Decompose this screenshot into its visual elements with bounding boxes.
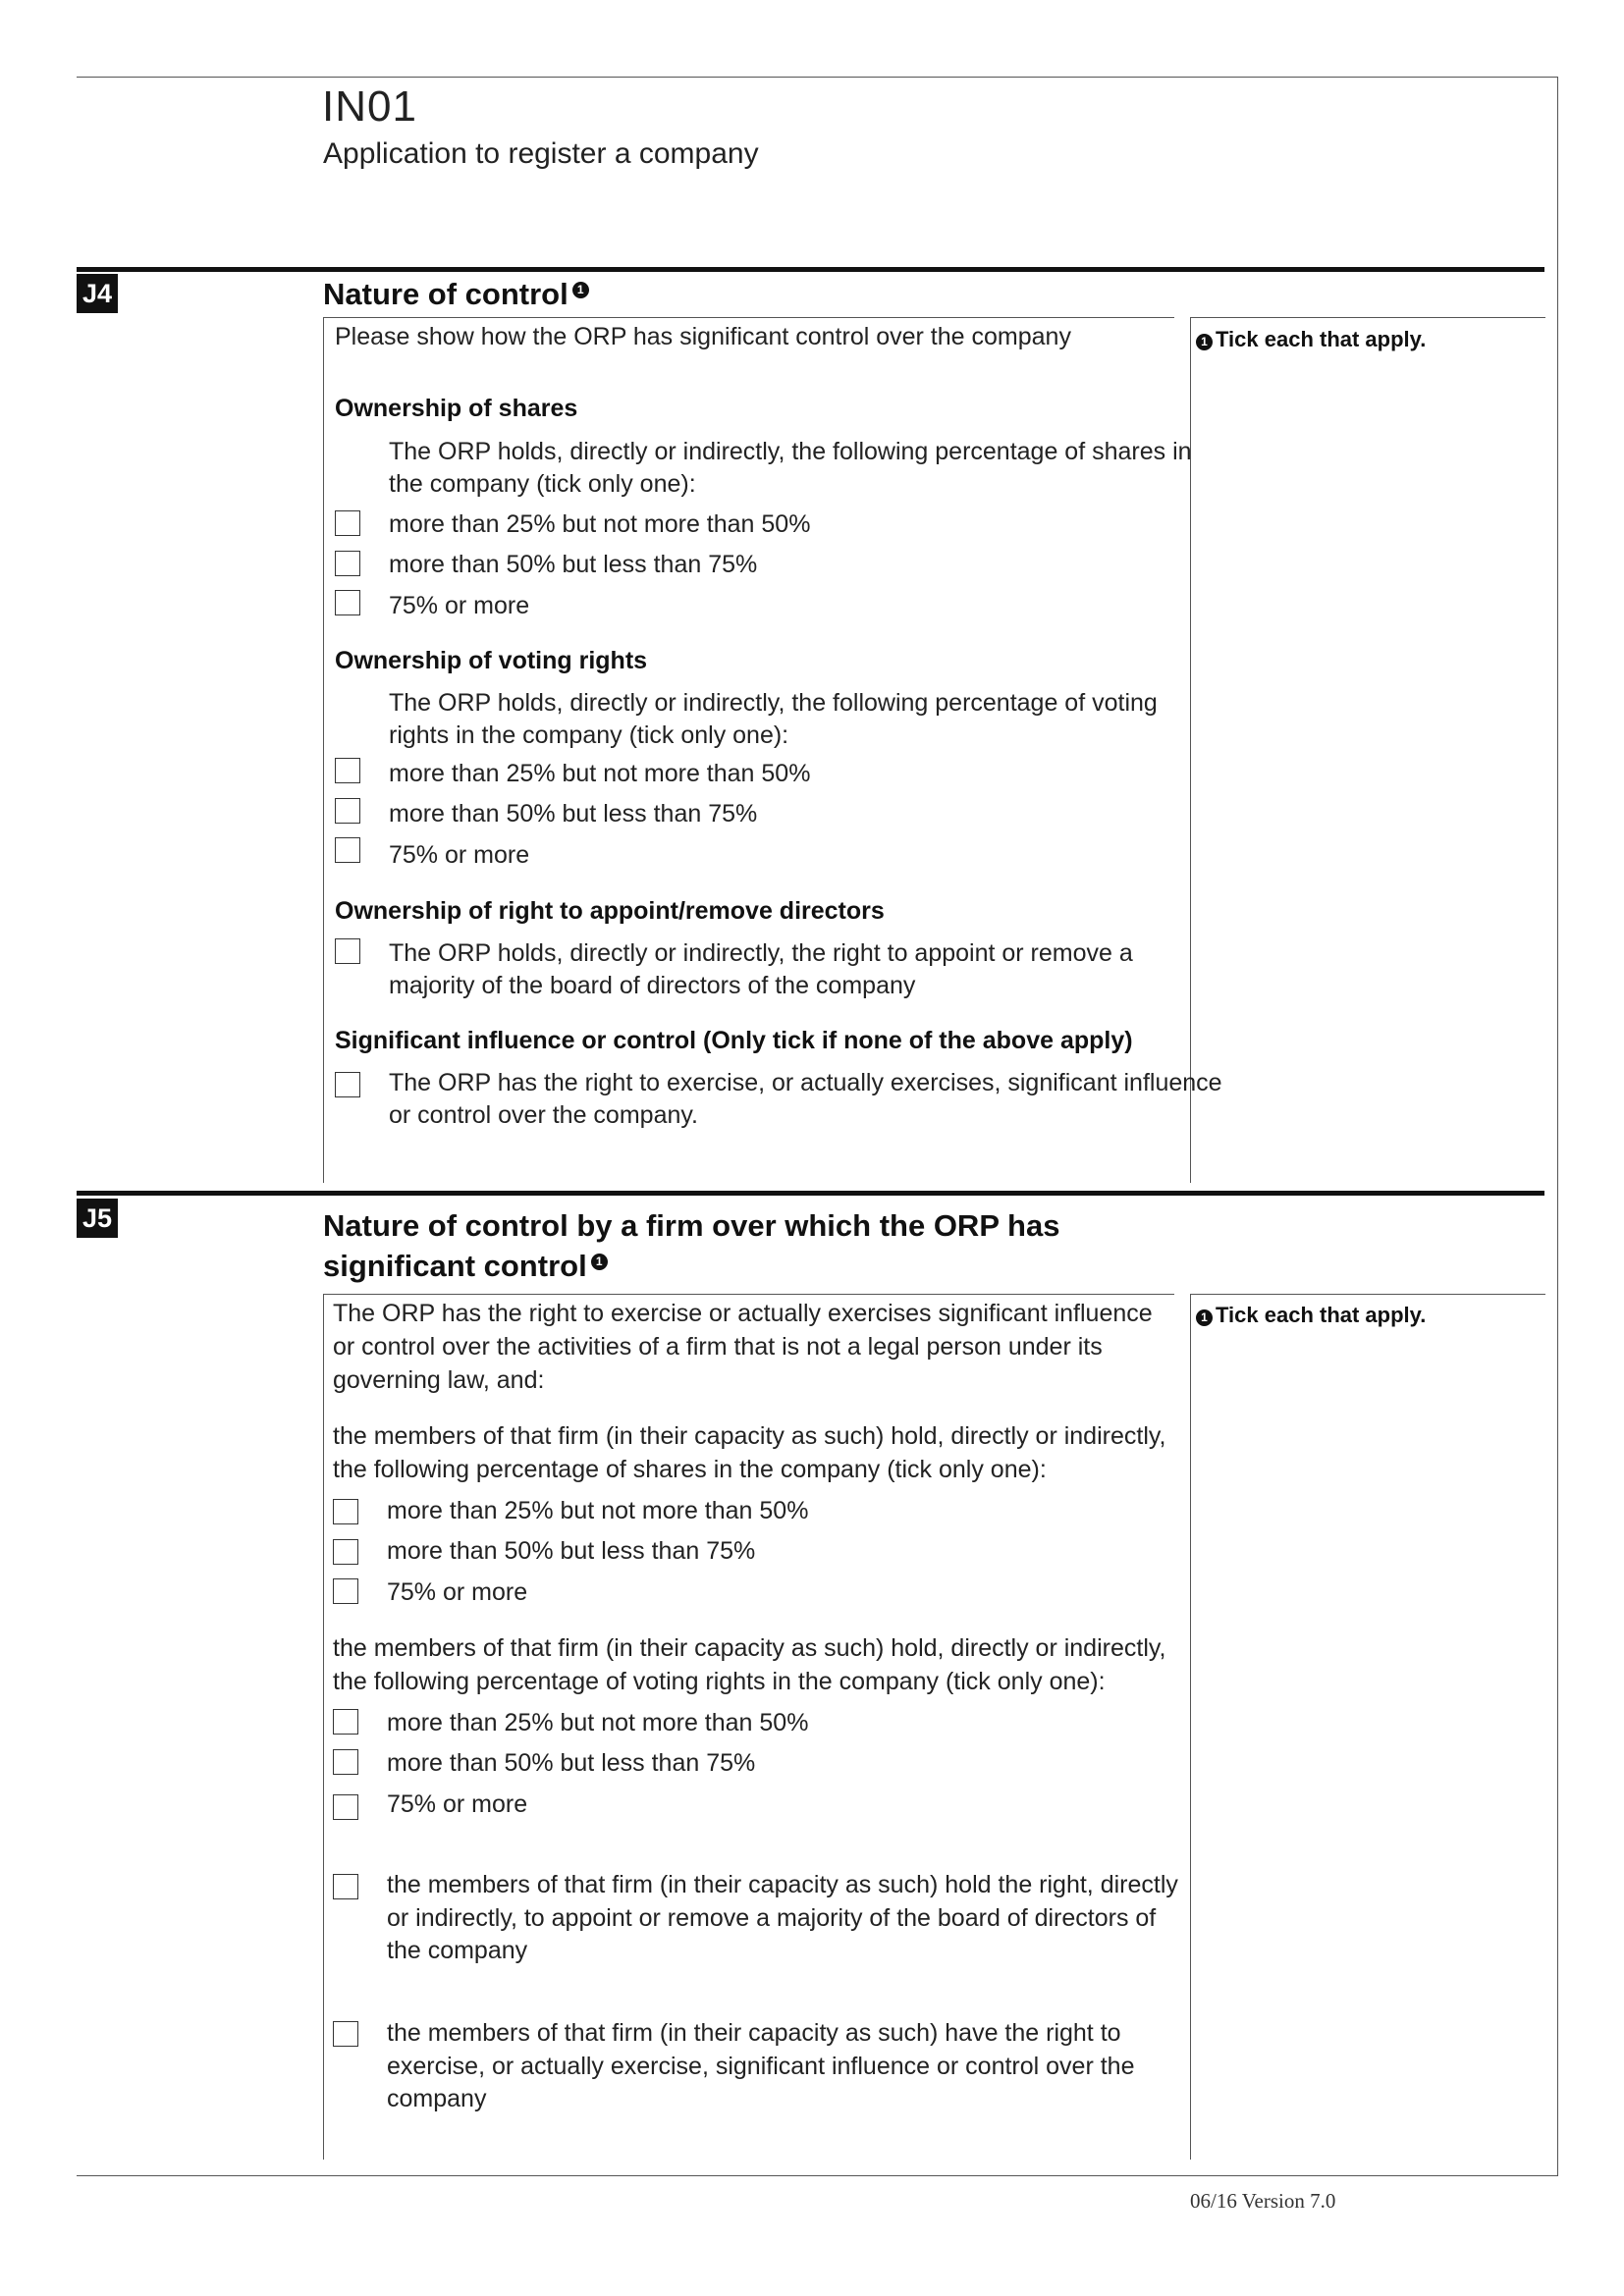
info-icon: 1 <box>572 282 589 298</box>
info-icon: 1 <box>1196 1309 1213 1326</box>
page-top-rule <box>77 77 1558 78</box>
j4-section-title <box>323 274 589 314</box>
j5-shares-75-checkbox[interactable] <box>333 1578 358 1604</box>
j4-shares-option-label: more than 25% but not more than 50% <box>389 510 811 538</box>
j5-shares-desc-2: the following percentage of shares in the company (tick only one): <box>333 1456 1047 1483</box>
j4-influence-checkbox[interactable] <box>335 1072 360 1097</box>
j5-directors-line-1: the members of that firm (in their capacity as such) hold the right, directly <box>387 1871 1178 1898</box>
j4-influence-heading: Significant influence or control (Only tick if none of the above apply) <box>335 1027 1133 1054</box>
j4-side-note-text: Tick each that apply. <box>1216 327 1427 351</box>
j5-section-badge: J5 <box>77 1199 118 1238</box>
j4-section-badge: J4 <box>77 274 118 313</box>
j4-voting-50-75-checkbox[interactable] <box>335 798 360 824</box>
j5-shares-option-label: more than 50% but less than 75% <box>387 1537 756 1565</box>
j5-section-title-1: Nature of control by a firm over which the ORP has <box>323 1208 1060 1243</box>
j5-voting-25-50-checkbox[interactable] <box>333 1709 358 1735</box>
j4-shares-option-label: more than 50% but less than 75% <box>389 551 758 578</box>
j5-intro-3: governing law, and: <box>333 1366 545 1394</box>
j4-voting-desc-2: rights in the company (tick only one): <box>389 721 789 749</box>
j5-voting-desc-2: the following percentage of voting rights in the company (tick only one): <box>333 1668 1106 1695</box>
j4-voting-option-label: more than 50% but less than 75% <box>389 800 758 828</box>
j5-influence-checkbox[interactable] <box>333 2021 358 2047</box>
j4-title-text: Nature of control <box>323 277 568 311</box>
j4-voting-option-label: more than 25% but not more than 50% <box>389 760 811 787</box>
j5-influence-line-2: exercise, or actually exercise, significant influence or control over the <box>387 2053 1135 2080</box>
j4-shares-option-label: 75% or more <box>389 592 530 619</box>
j5-voting-option-label: more than 25% but not more than 50% <box>387 1709 809 1736</box>
j4-shares-desc-2: the company (tick only one): <box>389 470 696 498</box>
j5-box-top-rule <box>323 1294 1174 1295</box>
j4-voting-desc-1: The ORP holds, directly or indirectly, the following percentage of voting <box>389 689 1158 717</box>
j4-note-top-rule <box>1190 317 1545 318</box>
j4-box-left-rule <box>323 317 324 1183</box>
j4-shares-50-75-checkbox[interactable] <box>335 551 360 576</box>
j4-voting-option-label: 75% or more <box>389 841 530 869</box>
j5-shares-50-75-checkbox[interactable] <box>333 1539 358 1565</box>
info-icon: 1 <box>1196 334 1213 350</box>
j5-voting-75-checkbox[interactable] <box>333 1794 358 1820</box>
j5-section-title-2 <box>323 1246 608 1286</box>
info-icon: 1 <box>591 1254 608 1270</box>
j5-side-note <box>1196 1303 1426 1328</box>
j5-intro-1: The ORP has the right to exercise or actually exercises significant influence <box>333 1300 1153 1327</box>
j5-voting-option-label: more than 50% but less than 75% <box>387 1749 756 1777</box>
j4-directors-checkbox[interactable] <box>335 938 360 964</box>
j4-directors-line-2: majority of the board of directors of the company <box>389 972 916 999</box>
j4-voting-heading: Ownership of voting rights <box>335 647 648 674</box>
j5-shares-option-label: more than 25% but not more than 50% <box>387 1497 809 1524</box>
j5-side-note-text: Tick each that apply. <box>1216 1303 1427 1327</box>
j4-intro: Please show how the ORP has significant control over the company <box>335 323 1071 350</box>
j5-intro-2: or control over the activities of a firm that is not a legal person under its <box>333 1333 1103 1361</box>
j4-side-note <box>1196 327 1426 352</box>
j4-shares-desc-1: The ORP holds, directly or indirectly, the following percentage of shares in <box>389 438 1192 465</box>
j4-voting-75-checkbox[interactable] <box>335 837 360 863</box>
j5-voting-50-75-checkbox[interactable] <box>333 1749 358 1775</box>
j4-shares-heading: Ownership of shares <box>335 395 578 422</box>
j4-directors-heading: Ownership of right to appoint/remove directors <box>335 897 885 925</box>
j4-section-rule <box>77 267 1544 272</box>
j5-voting-option-label: 75% or more <box>387 1790 528 1818</box>
j5-shares-option-label: 75% or more <box>387 1578 528 1606</box>
j4-directors-line-1: The ORP holds, directly or indirectly, the right to appoint or remove a <box>389 939 1133 967</box>
form-title: Application to register a company <box>323 137 759 170</box>
j5-directors-line-3: the company <box>387 1937 528 1964</box>
footer-version: 06/16 Version 7.0 <box>1190 2189 1336 2213</box>
j5-shares-25-50-checkbox[interactable] <box>333 1499 358 1524</box>
j4-shares-75-checkbox[interactable] <box>335 590 360 615</box>
j5-shares-desc-1: the members of that firm (in their capacity as such) hold, directly or indirectly, <box>333 1422 1166 1450</box>
j5-box-divider-rule <box>1190 1294 1191 2160</box>
j5-title-text: significant control <box>323 1249 587 1283</box>
page-right-rule <box>1557 77 1558 2175</box>
j4-influence-line-1: The ORP has the right to exercise, or actually exercises, significant influence <box>389 1069 1222 1096</box>
j4-voting-25-50-checkbox[interactable] <box>335 758 360 783</box>
j5-voting-desc-1: the members of that firm (in their capacity as such) hold, directly or indirectly, <box>333 1634 1166 1662</box>
j5-note-top-rule <box>1190 1294 1545 1295</box>
j5-directors-line-2: or indirectly, to appoint or remove a majority of the board of directors of <box>387 1904 1157 1932</box>
j5-influence-line-3: company <box>387 2085 487 2112</box>
j4-box-top-rule <box>323 317 1174 318</box>
j5-influence-line-1: the members of that firm (in their capacity as such) have the right to <box>387 2019 1121 2047</box>
j4-shares-25-50-checkbox[interactable] <box>335 510 360 536</box>
j5-section-rule <box>77 1191 1544 1196</box>
page-bottom-rule <box>77 2175 1558 2176</box>
j5-directors-checkbox[interactable] <box>333 1874 358 1899</box>
form-code: IN01 <box>322 82 417 131</box>
j4-influence-line-2: or control over the company. <box>389 1101 698 1129</box>
j5-box-left-rule <box>323 1294 324 2160</box>
